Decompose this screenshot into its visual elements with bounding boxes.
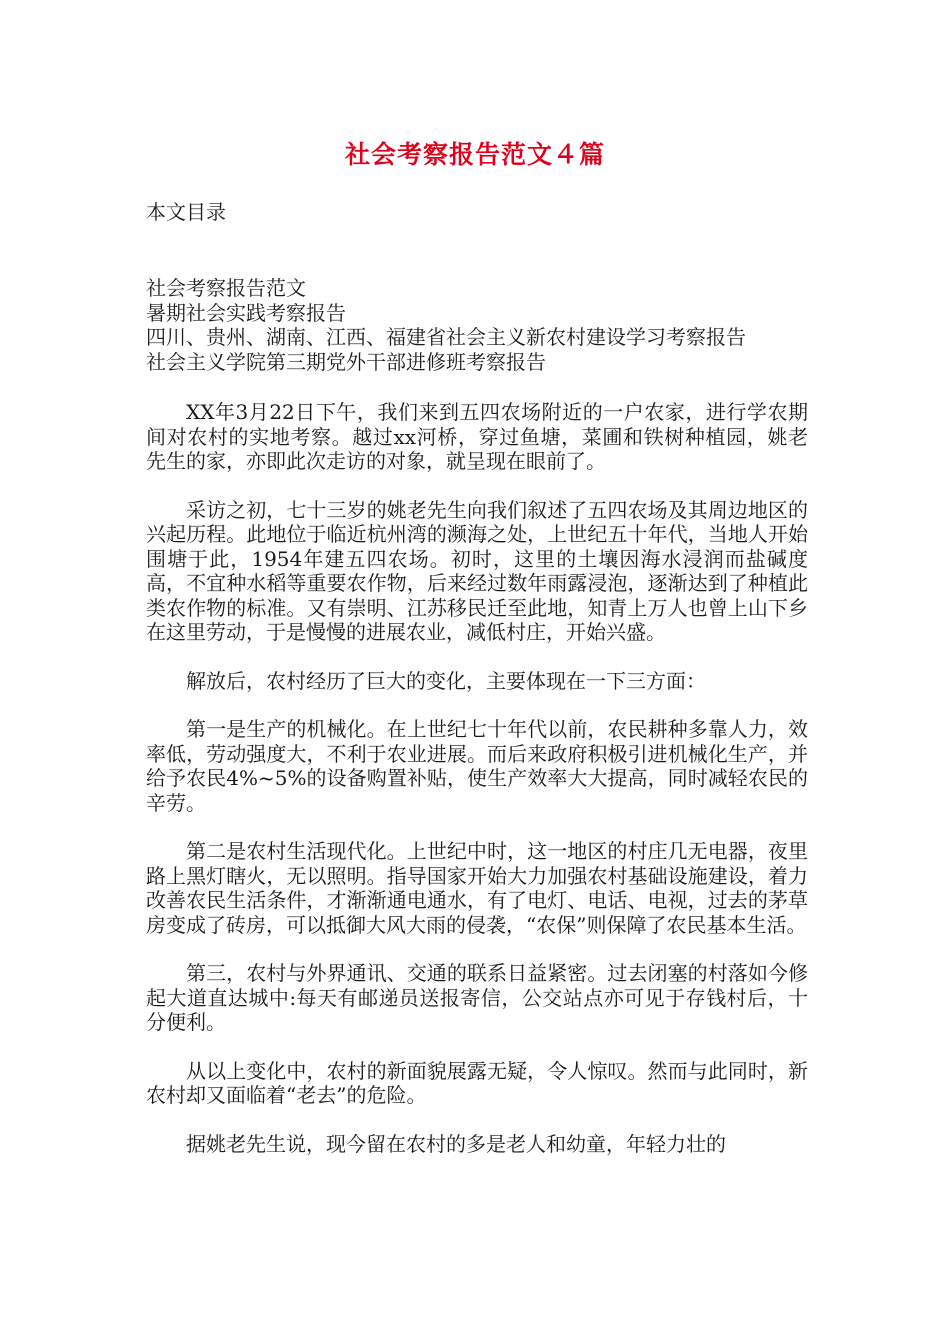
paragraph: 第三，农村与外界通讯、交通的联系日益紧密。过去闭塞的村落如今修起大道直达城中:每天有邮递员送报寄信，公交站点亦可见于存钱村后，十分便利。: [146, 961, 808, 1034]
toc-heading: 本文目录: [146, 200, 226, 224]
toc-item[interactable]: 社会考察报告范文: [146, 276, 306, 300]
paragraph: 第二是农村生活现代化。上世纪中时，这一地区的村庄几无电器，夜里路上黑灯瞎火，无以照明。指导国家开始大力加强农村基础设施建设，着力改善农民生活条件，才渐渐通电通水，有了电灯、电话、电视，过去的茅草房变成了砖房，可以抵御大风大雨的侵袭，“农保”则保障了农民基本生活。: [146, 839, 808, 937]
document-title: 社会考察报告范文４篇: [344, 140, 605, 169]
toc-list: [146, 276, 808, 374]
toc-item[interactable]: 四川、贵州、湖南、江西、福建省社会主义新农村建设学习考察报告: [146, 325, 746, 349]
paragraph: 从以上变化中，农村的新面貌展露无疑，令人惊叹。然而与此同时，新农村却又面临着“老去”的危险。: [146, 1058, 808, 1107]
paragraph: XX年3月22日下午，我们来到五四农场附近的一户农家，进行学农期间对农村的实地考察。越过xx河桥，穿过鱼塘，菜圃和铁树种植园，姚老先生的家，亦即此次走访的对象，就呈现在眼前了。: [146, 400, 808, 473]
paragraph: 第一是生产的机械化。在上世纪七十年代以前，农民耕种多靠人力，效率低，劳动强度大，不利于农业进展。而后来政府积极引进机械化生产，并给予农民4%~5%的设备购置补贴，使生产效率大大提高，同时减轻农民的辛劳。: [146, 717, 808, 815]
toc-item[interactable]: 暑期社会实践考察报告: [146, 300, 346, 325]
toc-item[interactable]: 社会主义学院第三期党外干部进修班考察报告: [146, 349, 546, 374]
paragraph: 解放后，农村经历了巨大的变化，主要体现在一下三方面：: [186, 668, 706, 693]
paragraph: 采访之初，七十三岁的姚老先生向我们叙述了五四农场及其周边地区的兴起历程。此地位于临近杭州湾的濒海之处，上世纪五十年代，当地人开始围塘于此，1954年建五四农场。初时，这里的土壤因海水浸润而盐碱度高，不宜种水稻等重要农作物，后来经过数年雨露浸泡，逐渐达到了种植此类农作物的标准。又有崇明、江苏移民迁至此地，知青上万人也曾上山下乡在这里劳动，于是慢慢的进展农业，减低村庄，开始兴盛。: [146, 497, 808, 644]
document-body: [146, 400, 808, 1180]
paragraph: 据姚老先生说，现今留在农村的多是老人和幼童，年轻力壮的: [186, 1131, 726, 1156]
